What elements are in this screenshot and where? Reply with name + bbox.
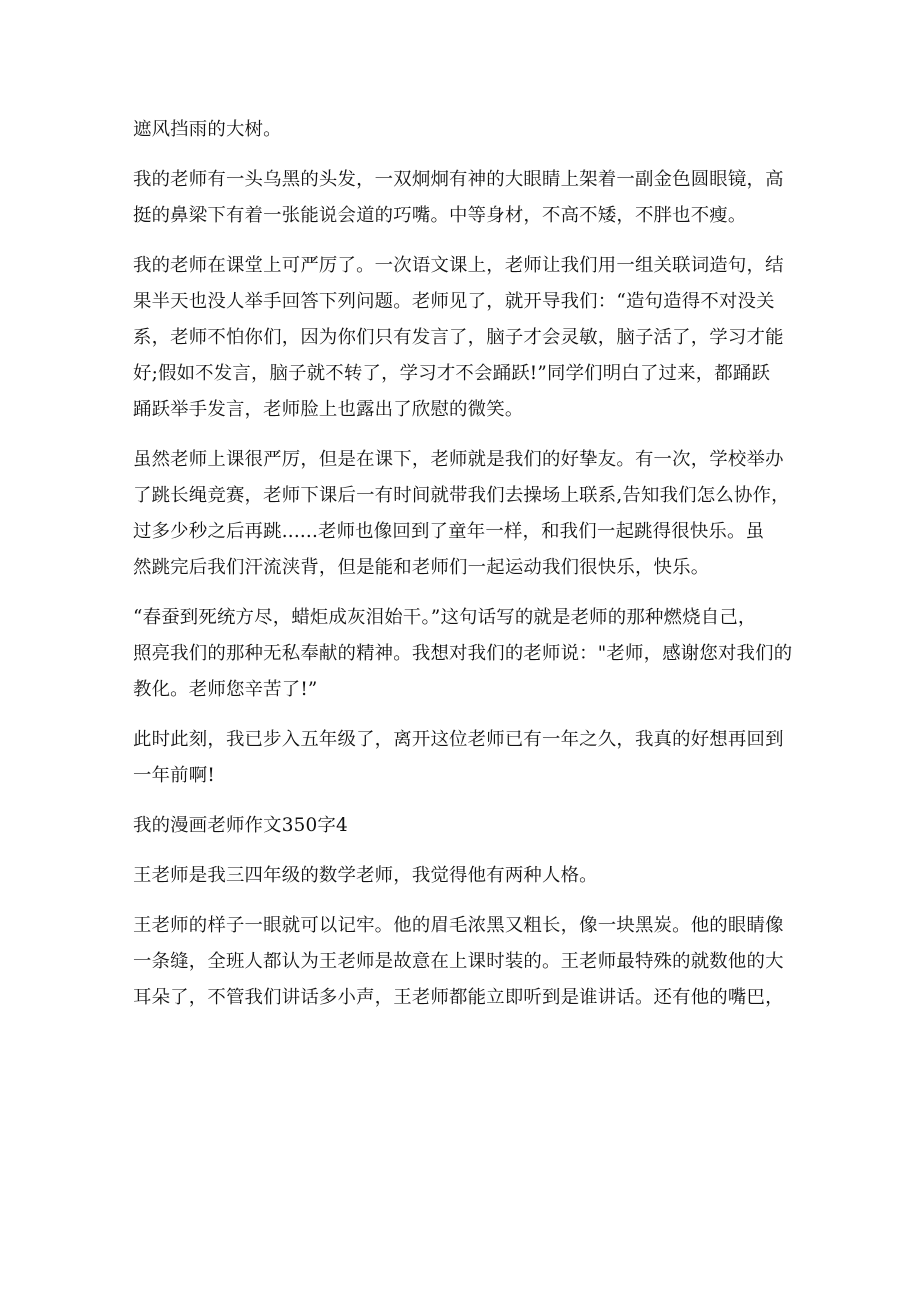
paragraph-7 — [133, 858, 793, 894]
paragraph-4 — [133, 442, 793, 586]
text-line: 踊跃举手发言，老师脸上也露出了欣慰的微笑。 — [133, 399, 524, 420]
text-line: 此时此刻，我已步入五年级了，离开这位老师已有一年之久，我真的好想再回到 — [133, 729, 784, 750]
text-line: 果半天也没人举手回答下列问题。老师见了，就开导我们：“造句造得不对没关 — [133, 291, 775, 312]
text-line: 挺的鼻梁下有着一张能说会道的巧嘴。中等身材，不高不矮，不胖也不瘦。 — [133, 205, 747, 226]
text-line: 一条缝，全班人都认为王老师是故意在上课时装的。王老师最特殊的就数他的大 — [133, 951, 784, 972]
section-heading: 我的漫画老师作文350字4 — [133, 815, 348, 836]
text-line: 过多少秒之后再跳......老师也像回到了童年一样，和我们一起跳得很快乐。虽 — [133, 521, 765, 542]
text-line: 然跳完后我们汗流浃背，但是能和老师们一起运动我们很快乐，快乐。 — [133, 557, 710, 578]
document-page — [133, 112, 793, 1030]
text-line: 我的老师有一头乌黑的头发，一双炯炯有神的大眼睛上架着一副金色圆眼镜，高 — [133, 169, 784, 190]
paragraph-8 — [133, 908, 793, 1016]
paragraph-3 — [133, 248, 793, 428]
text-line: 教化。老师您辛苦了!” — [133, 679, 318, 700]
paragraph-5 — [133, 600, 793, 708]
text-line: 好;假如不发言，脑子就不转了，学习才不会踊跃!”同学们明白了过来，都踊跃 — [133, 363, 771, 384]
text-line: 耳朵了，不管我们讲话多小声，王老师都能立即听到是谁讲话。还有他的嘴巴， — [133, 987, 784, 1008]
text-line: 我的老师在课堂上可严厉了。一次语文课上，老师让我们用一组关联词造句，结 — [133, 255, 784, 276]
paragraph-6 — [133, 722, 793, 794]
text-line: 了跳长绳竞赛，老师下课后一有时间就带我们去操场上联系,告知我们怎么协作， — [133, 485, 790, 506]
text-line: 遮风挡雨的大树。 — [133, 119, 282, 140]
paragraph-2 — [133, 162, 793, 234]
text-line: “春蚕到死统方尽，蜡炬成灰泪始干。”这句话写的就是老师的那种燃烧自己， — [133, 607, 757, 628]
text-line: 王老师是我三四年级的数学老师，我觉得他有两种人格。 — [133, 865, 598, 886]
text-line: 虽然老师上课很严厉，但是在课下，老师就是我们的好挚友。有一次，学校举办 — [133, 449, 784, 470]
text-line: 一年前啊! — [133, 765, 215, 786]
text-line: 王老师的样子一眼就可以记牢。他的眉毛浓黑又粗长，像一块黑炭。他的眼睛像 — [133, 915, 784, 936]
paragraph-1 — [133, 112, 793, 148]
text-line: 照亮我们的那种无私奉献的精神。我想对我们的老师说："老师，感谢您对我们的 — [133, 643, 793, 664]
text-line: 系，老师不怕你们，因为你们只有发言了，脑子才会灵敏，脑子活了，学习才能 — [133, 327, 784, 348]
